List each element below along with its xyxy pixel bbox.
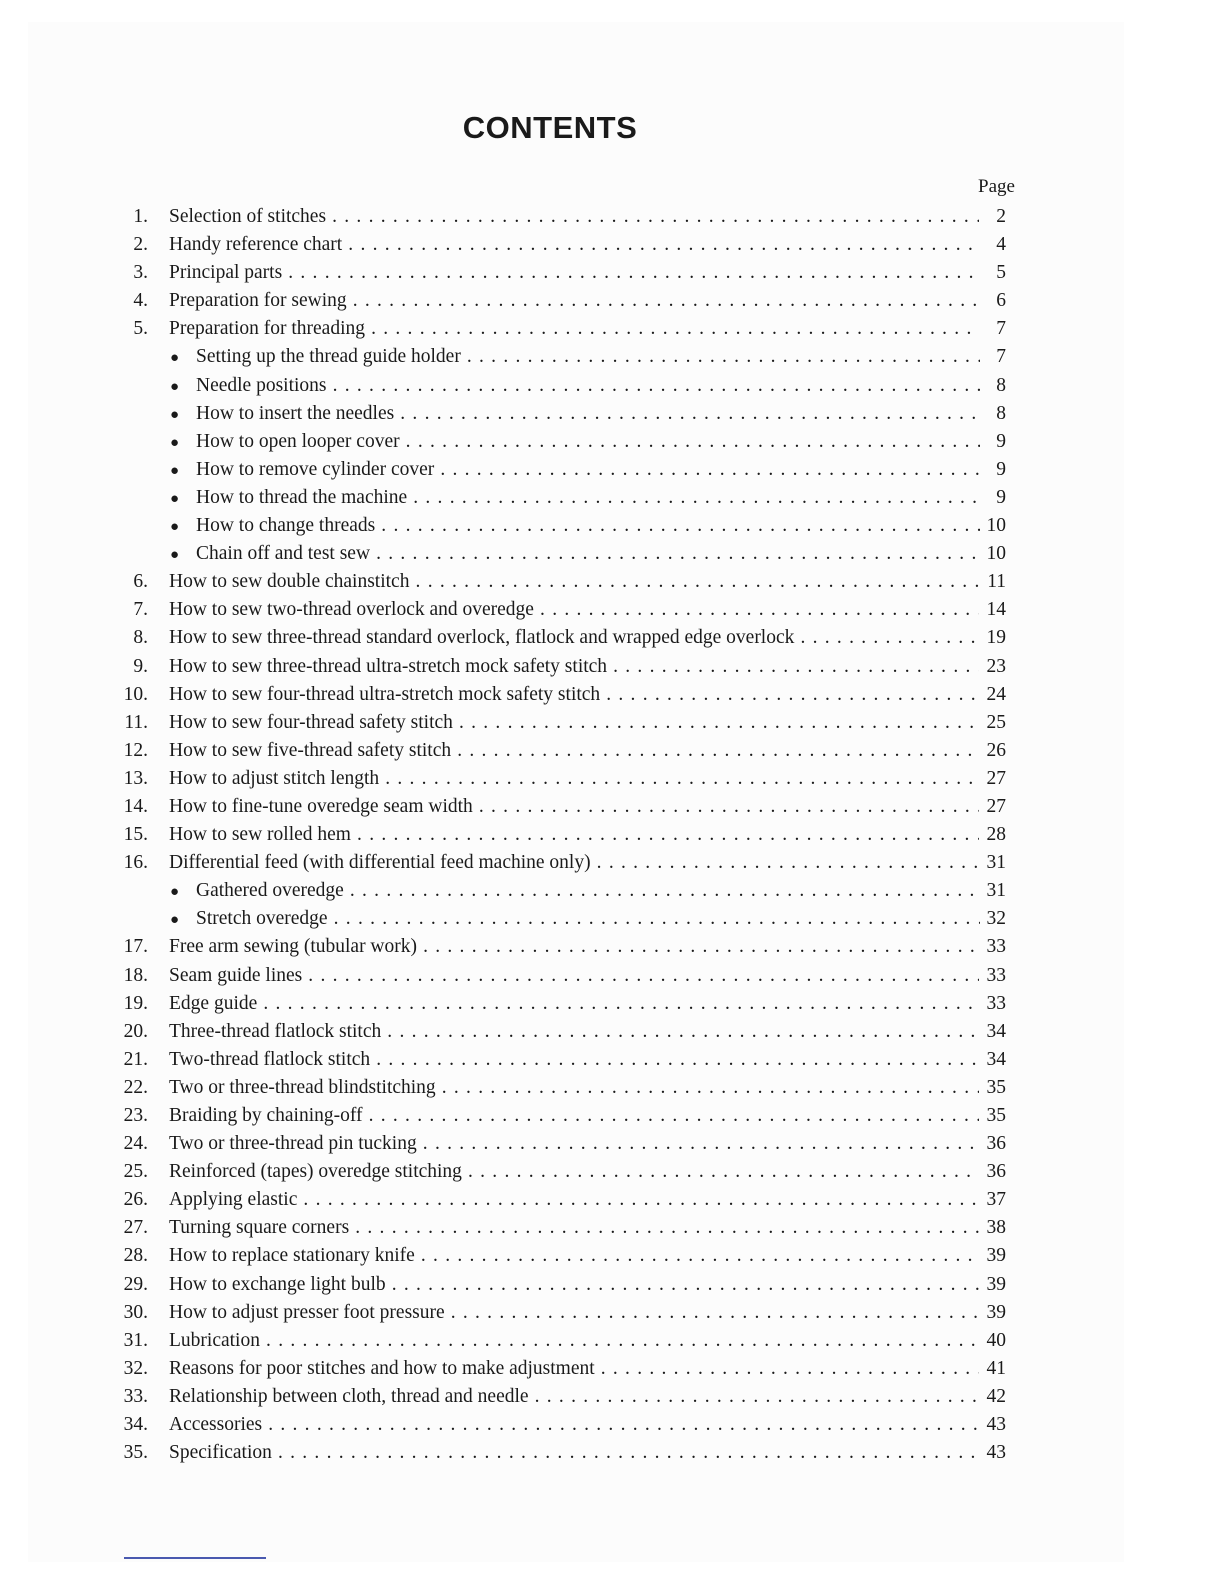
toc-entry: [0, 849, 1224, 877]
toc-entry-number: 31.: [123, 1329, 148, 1351]
toc-entry-label: Two or three-thread blindstitching . . .: [169, 1077, 979, 1098]
toc-entry-page: 25: [986, 711, 1006, 733]
toc-entry-page: 31: [986, 880, 1006, 902]
toc-entry: [0, 765, 1224, 793]
toc-entry: [0, 624, 1224, 652]
toc-entry-page: 37: [986, 1189, 1006, 1211]
toc-entry-title: [169, 765, 979, 793]
toc-entry-page: 8: [996, 374, 1006, 396]
toc-entry-label: How to remove cylinder cover . . .: [196, 459, 980, 480]
toc-entry-number: 3.: [133, 262, 148, 284]
toc-entry: [0, 568, 1224, 596]
toc-entry-title: [169, 259, 979, 287]
toc-entry-number: 9.: [133, 655, 148, 677]
table-of-contents: [0, 203, 1224, 1467]
toc-entry: [0, 287, 1224, 315]
toc-entry-page: 27: [986, 795, 1006, 817]
toc-entry: [0, 343, 1224, 371]
toc-entry-number: 25.: [123, 1161, 148, 1183]
toc-entry-title: [169, 849, 979, 877]
toc-entry: [0, 793, 1224, 821]
toc-entry-number: 23.: [123, 1105, 148, 1126]
toc-entry-page: 39: [986, 1301, 1006, 1323]
toc-entry-page: 14: [986, 599, 1006, 621]
toc-entry-label: How to thread the machine . . .: [196, 487, 980, 508]
toc-entry-label: How to open looper cover . . .: [196, 431, 980, 452]
toc-entry-label: Lubrication . . .: [169, 1330, 979, 1351]
toc-entry-title: [169, 1299, 979, 1327]
toc-entry-number: 29.: [123, 1273, 148, 1295]
toc-entry-number: 30.: [123, 1301, 148, 1323]
page-title: CONTENTS: [462, 110, 638, 145]
toc-entry: [0, 1355, 1224, 1383]
toc-entry-page: 10: [986, 515, 1006, 537]
toc-entry-number: 6.: [133, 571, 148, 593]
toc-entry-label: Reasons for poor stitches and how to make adjustment . . .: [169, 1358, 979, 1379]
toc-entry-number: 1.: [133, 206, 148, 227]
bullet-icon: ●: [170, 547, 180, 564]
toc-entry-page: 36: [986, 1161, 1006, 1183]
toc-entry-label: Edge guide . . .: [169, 993, 979, 1014]
toc-entry-number: 4.: [133, 290, 148, 312]
toc-entry-label: Preparation for sewing . . .: [169, 290, 979, 311]
toc-entry-label: Free arm sewing (tubular work) . . .: [169, 936, 979, 957]
toc-entry-label: Differential feed (with differential feed machine only) . . .: [169, 852, 979, 873]
toc-entry-label: Gathered overedge . . .: [196, 880, 980, 901]
toc-entry-number: 15.: [123, 824, 148, 846]
toc-entry: [0, 933, 1224, 961]
toc-entry: [0, 203, 1224, 231]
toc-entry-number: 19.: [123, 992, 148, 1014]
toc-entry-label: How to insert the needles . . .: [196, 403, 980, 424]
toc-entry-label: How to change threads . . .: [196, 515, 980, 536]
toc-entry-label: Two or three-thread pin tucking . . .: [169, 1133, 979, 1154]
toc-entry-title: [169, 1411, 979, 1439]
toc-entry-title: [169, 1046, 979, 1074]
toc-entry: [0, 1130, 1224, 1158]
toc-entry: [0, 1242, 1224, 1270]
toc-entry-title: [169, 287, 979, 315]
toc-entry-number: 16.: [123, 852, 148, 874]
bullet-icon: ●: [170, 912, 180, 929]
toc-entry-title: [169, 568, 979, 596]
toc-entry-page: 11: [987, 571, 1006, 593]
toc-entry-label: How to sew four-thread ultra-stretch mock safety stitch . . .: [169, 684, 979, 705]
toc-entry-label: How to replace stationary knife . . .: [169, 1245, 979, 1266]
toc-entry: [0, 1299, 1224, 1327]
toc-entry-title: [169, 737, 979, 765]
toc-entry-page: 27: [986, 767, 1006, 789]
toc-entry: [0, 512, 1224, 540]
toc-entry-title: [170, 456, 980, 485]
toc-entry-title: [170, 343, 980, 372]
toc-entry-title: [169, 933, 979, 961]
toc-entry-title: [169, 624, 979, 652]
toc-entry: [0, 737, 1224, 765]
toc-entry-title: [169, 315, 979, 343]
toc-entry-number: 24.: [123, 1133, 148, 1155]
toc-entry-title: [170, 372, 980, 401]
toc-entry-title: [170, 484, 980, 513]
toc-entry-number: 35.: [123, 1442, 148, 1464]
toc-entry: [0, 1411, 1224, 1439]
toc-entry-label: Three-thread flatlock stitch . . .: [169, 1021, 979, 1042]
toc-entry: [0, 1186, 1224, 1214]
toc-entry-number: 13.: [123, 767, 148, 789]
toc-entry-number: 21.: [123, 1048, 148, 1070]
toc-entry-page: 43: [986, 1442, 1006, 1464]
toc-entry-title: [170, 428, 980, 457]
toc-entry-label: How to sew double chainstitch . . .: [169, 571, 979, 592]
toc-entry-page: 42: [986, 1385, 1006, 1407]
toc-entry-label: Braiding by chaining-off . . .: [169, 1105, 979, 1126]
toc-entry-number: 2.: [133, 234, 148, 256]
toc-entry-label: Needle positions . . .: [196, 375, 980, 396]
toc-entry: [0, 821, 1224, 849]
bullet-icon: ●: [170, 434, 180, 451]
toc-entry: [0, 681, 1224, 709]
toc-entry-title: [169, 990, 979, 1018]
toc-entry: [0, 653, 1224, 681]
toc-entry-page: 34: [986, 1048, 1006, 1070]
toc-entry-number: 33.: [123, 1385, 148, 1407]
toc-entry-page: 33: [986, 964, 1006, 986]
toc-entry-title: [169, 1271, 979, 1299]
toc-entry-page: 10: [986, 543, 1006, 565]
page-column-label: Page: [978, 176, 1015, 197]
toc-entry-page: 40: [986, 1329, 1006, 1351]
toc-entry: [0, 484, 1224, 512]
toc-entry-number: 28.: [123, 1245, 148, 1267]
toc-entry-number: 20.: [123, 1020, 148, 1042]
toc-entry-title: [169, 681, 979, 709]
toc-entry-label: How to fine-tune overedge seam width . . .: [169, 796, 979, 817]
toc-entry-title: [169, 1214, 979, 1242]
toc-entry-title: [169, 1074, 979, 1102]
toc-entry-label: Specification . . .: [169, 1442, 979, 1463]
toc-entry-page: 39: [986, 1245, 1006, 1267]
toc-entry: [0, 1214, 1224, 1242]
toc-entry-title: [169, 203, 979, 231]
toc-entry-page: 6: [996, 290, 1006, 312]
toc-entry-page: 28: [986, 824, 1006, 846]
toc-entry: [0, 540, 1224, 568]
toc-entry: [0, 962, 1224, 990]
toc-entry: [0, 1158, 1224, 1186]
toc-entry-number: 26.: [123, 1189, 148, 1211]
toc-entry-page: 7: [996, 318, 1006, 340]
toc-entry-label: Two-thread flatlock stitch . . .: [169, 1049, 979, 1070]
toc-entry-label: Setting up the thread guide holder . . .: [196, 346, 980, 367]
toc-entry-page: 38: [986, 1217, 1006, 1239]
toc-entry-page: 33: [986, 992, 1006, 1014]
toc-entry-title: [169, 1158, 979, 1186]
toc-entry-number: 27.: [123, 1217, 148, 1239]
toc-entry: [0, 709, 1224, 737]
toc-entry-title: [169, 1130, 979, 1158]
toc-entry-page: 2: [996, 206, 1006, 227]
toc-entry: [0, 990, 1224, 1018]
toc-entry-title: [169, 1327, 979, 1355]
toc-entry: [0, 1102, 1224, 1130]
toc-entry-page: 9: [996, 430, 1006, 452]
toc-entry: [0, 877, 1224, 905]
toc-entry-number: 14.: [123, 795, 148, 817]
toc-entry-page: 26: [986, 739, 1006, 761]
toc-entry-label: How to adjust presser foot pressure . . .: [169, 1302, 979, 1323]
toc-entry: [0, 259, 1224, 287]
toc-entry-label: Principal parts . . .: [169, 262, 979, 283]
toc-entry-number: 12.: [123, 739, 148, 761]
toc-entry: [0, 1271, 1224, 1299]
toc-entry-title: [169, 962, 979, 990]
bullet-icon: ●: [170, 462, 180, 479]
toc-entry-label: How to sew two-thread overlock and overedge . . .: [169, 599, 979, 620]
toc-entry-title: [169, 231, 979, 259]
toc-entry-title: [169, 821, 979, 849]
toc-entry-page: 34: [986, 1020, 1006, 1042]
toc-entry-number: 22.: [123, 1076, 148, 1098]
toc-entry-title: [170, 877, 980, 906]
bullet-icon: ●: [170, 406, 180, 423]
toc-entry-title: [169, 596, 979, 624]
toc-entry-page: 8: [996, 402, 1006, 424]
toc-entry: [0, 456, 1224, 484]
toc-entry: [0, 1074, 1224, 1102]
toc-entry-title: [169, 653, 979, 681]
toc-entry-page: 35: [986, 1105, 1006, 1126]
toc-entry-label: Turning square corners . . .: [169, 1217, 979, 1238]
toc-entry-title: [170, 905, 980, 934]
toc-entry-title: [169, 793, 979, 821]
bullet-icon: ●: [170, 519, 180, 536]
toc-entry-number: 11.: [124, 711, 148, 733]
toc-entry-label: Selection of stitches . . .: [169, 206, 979, 227]
toc-entry: [0, 400, 1224, 428]
toc-entry-number: 10.: [123, 683, 148, 705]
toc-entry: [0, 1439, 1224, 1467]
toc-entry-page: 31: [986, 852, 1006, 874]
toc-entry-page: 43: [986, 1414, 1006, 1436]
toc-entry-page: 9: [996, 486, 1006, 508]
footer-rule: [124, 1557, 266, 1559]
toc-entry: [0, 315, 1224, 343]
toc-entry-title: [169, 1383, 979, 1411]
toc-entry-number: 18.: [123, 964, 148, 986]
toc-entry-number: 17.: [123, 936, 148, 958]
bullet-icon: ●: [170, 378, 180, 395]
toc-entry-page: 32: [986, 908, 1006, 930]
toc-entry-title: [169, 1102, 979, 1130]
toc-entry-page: 4: [996, 234, 1006, 256]
toc-entry: [0, 428, 1224, 456]
toc-entry-title: [169, 709, 979, 737]
toc-entry-label: Relationship between cloth, thread and needle . . .: [169, 1386, 979, 1407]
toc-entry-label: Seam guide lines . . .: [169, 965, 979, 986]
bullet-icon: ●: [170, 350, 180, 367]
toc-entry-label: How to sew five-thread safety stitch . . .: [169, 740, 979, 761]
toc-entry-label: Applying elastic . . .: [169, 1189, 979, 1210]
toc-entry-number: 32.: [123, 1357, 148, 1379]
toc-entry-page: 9: [996, 458, 1006, 480]
toc-entry-label: How to exchange light bulb . . .: [169, 1274, 979, 1295]
toc-entry-number: 8.: [133, 627, 148, 649]
bullet-icon: ●: [170, 490, 180, 507]
toc-entry-number: 5.: [133, 318, 148, 340]
toc-entry-page: 36: [986, 1133, 1006, 1155]
toc-entry-number: 7.: [133, 599, 148, 621]
toc-entry-page: 33: [986, 936, 1006, 958]
toc-entry-page: 19: [986, 627, 1006, 649]
bullet-icon: ●: [170, 884, 180, 901]
toc-entry-page: 24: [986, 683, 1006, 705]
toc-entry-label: Chain off and test sew . . .: [196, 543, 980, 564]
toc-entry: [0, 596, 1224, 624]
toc-entry-page: 39: [986, 1273, 1006, 1295]
toc-entry-title: [169, 1439, 979, 1467]
toc-entry-page: 41: [986, 1357, 1006, 1379]
toc-entry-title: [170, 400, 980, 429]
toc-entry-label: How to sew four-thread safety stitch . . .: [169, 712, 979, 733]
toc-entry-title: [169, 1018, 979, 1046]
toc-entry-title: [169, 1355, 979, 1383]
toc-entry-label: How to sew three-thread standard overlock, flatlock and wrapped edge overlock . . .: [169, 627, 979, 648]
toc-entry-label: Accessories . . .: [169, 1414, 979, 1435]
toc-entry-page: 35: [986, 1076, 1006, 1098]
toc-entry-label: Preparation for threading . . .: [169, 318, 979, 339]
toc-entry: [0, 231, 1224, 259]
toc-entry-label: Handy reference chart . . .: [169, 234, 979, 255]
toc-entry-label: Stretch overedge . . .: [196, 908, 980, 929]
toc-entry: [0, 1327, 1224, 1355]
toc-entry-label: How to adjust stitch length . . .: [169, 768, 979, 789]
toc-entry-title: [169, 1242, 979, 1270]
toc-entry: [0, 1383, 1224, 1411]
toc-entry-page: 5: [996, 262, 1006, 284]
toc-entry-page: 7: [996, 346, 1006, 368]
toc-entry-label: Reinforced (tapes) overedge stitching . . .: [169, 1161, 979, 1182]
toc-entry-page: 23: [986, 655, 1006, 677]
toc-entry-label: How to sew rolled hem . . .: [169, 824, 979, 845]
toc-entry-title: [170, 512, 980, 541]
toc-entry-label: How to sew three-thread ultra-stretch mock safety stitch . . .: [169, 656, 979, 677]
toc-entry: [0, 1046, 1224, 1074]
toc-entry: [0, 905, 1224, 933]
toc-entry-title: [170, 540, 980, 569]
toc-entry: [0, 1018, 1224, 1046]
toc-entry: [0, 372, 1224, 400]
toc-entry-number: 34.: [123, 1414, 148, 1436]
toc-entry-title: [169, 1186, 979, 1214]
